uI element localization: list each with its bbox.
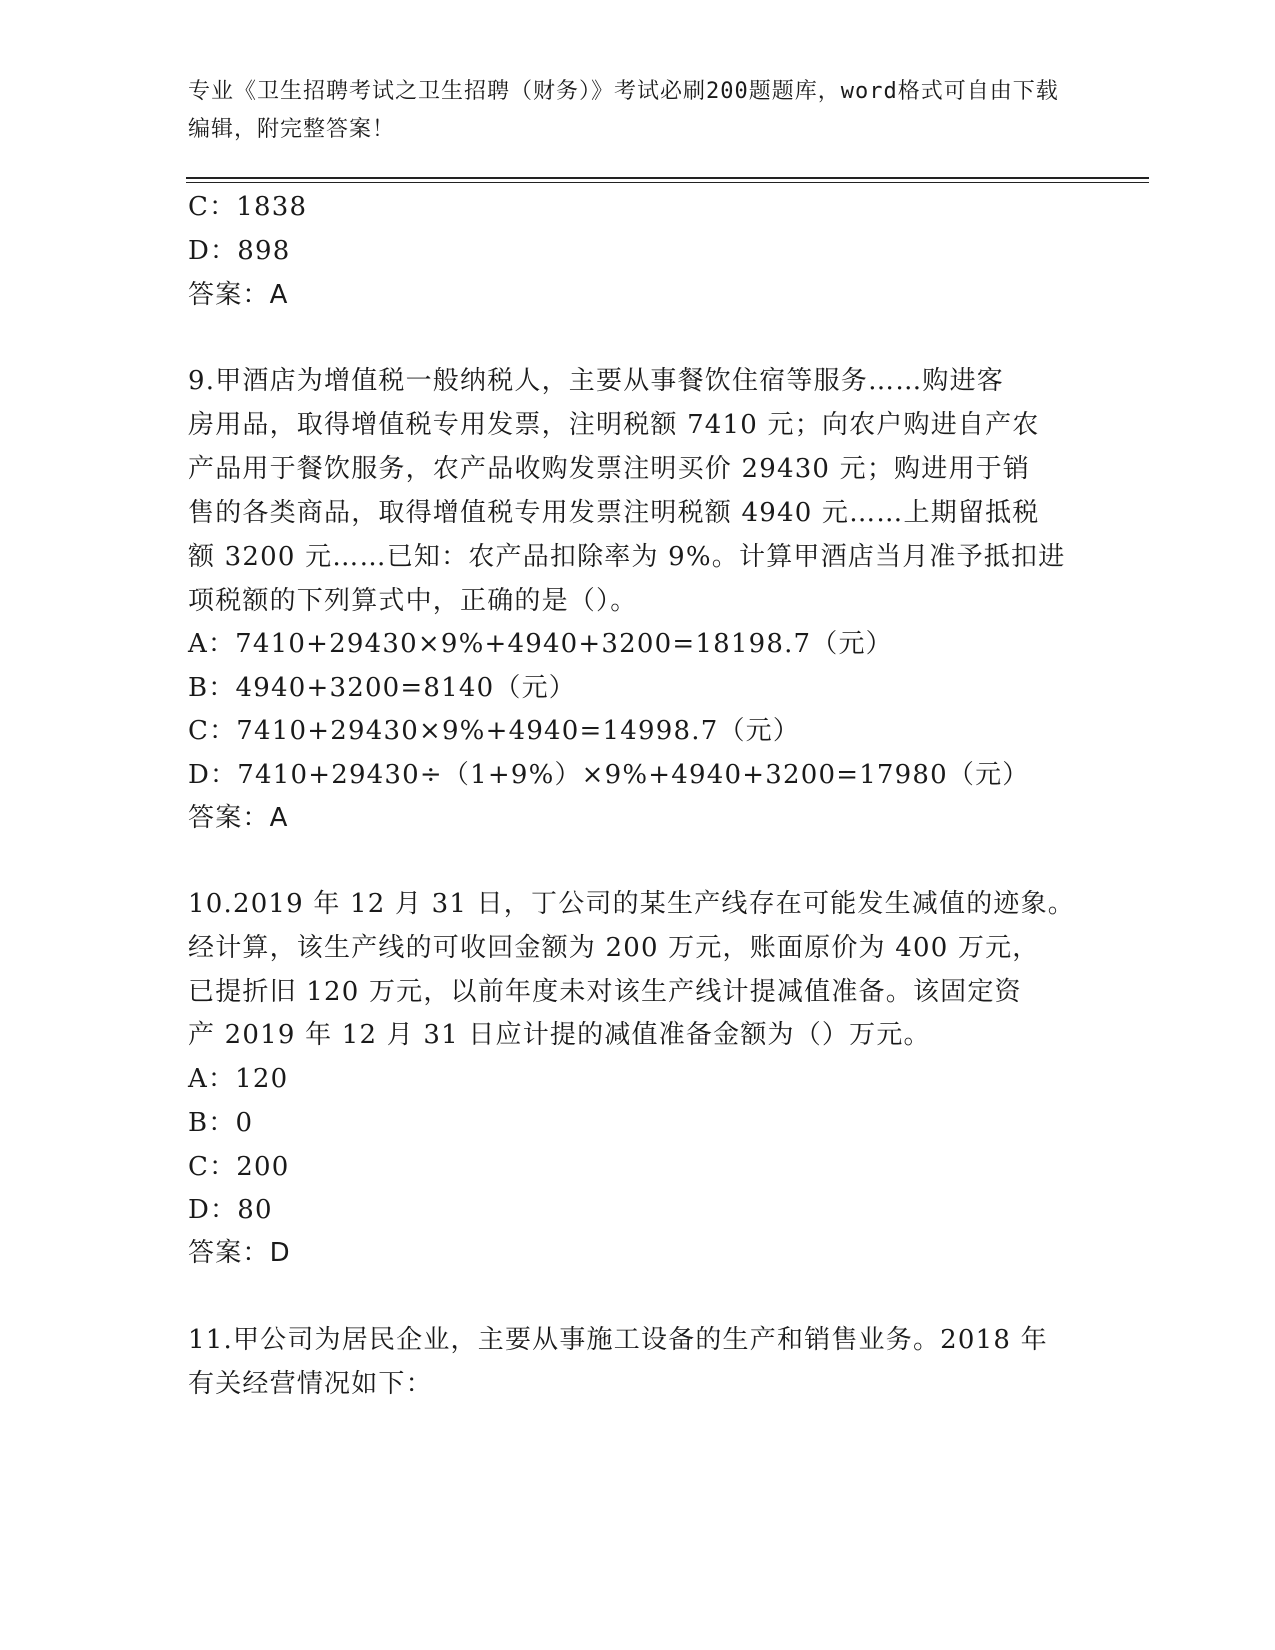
question-9-option-c: C：7410+29430×9%+4940=14998.7（元）	[188, 716, 801, 746]
question-9-line: 额 3200 元……已知：农产品扣除率为 9%。计算甲酒店当月准予抵扣进	[188, 542, 1066, 572]
question-11-line: 有关经营情况如下：	[188, 1369, 433, 1399]
header-divider-thin	[186, 182, 1149, 183]
question-9-line: 产品用于餐饮服务，农产品收购发票注明买价 29430 元；购进用于销	[188, 454, 1031, 484]
question-10-option-d: D：80	[188, 1195, 273, 1225]
question-10-answer: 答案：D	[188, 1238, 291, 1268]
question-10-line: 经计算，该生产线的可收回金额为 200 万元，账面原价为 400 万元，	[188, 933, 1040, 963]
question-11-line: 11.甲公司为居民企业，主要从事施工设备的生产和销售业务。2018 年	[188, 1325, 1048, 1355]
header-divider	[186, 177, 1149, 179]
document-header	[188, 73, 1068, 149]
question-10-option-b: B：0	[188, 1108, 254, 1138]
question-9-line: 售的各类商品，取得增值税专用发票注明税额 4940 元……上期留抵税	[188, 498, 1040, 528]
question-9-option-d: D：7410+29430÷（1+9%）×9%+4940+3200=17980（元）	[188, 760, 1030, 790]
option-d: D：898	[188, 236, 291, 266]
question-10-line: 产 2019 年 12 月 31 日应计提的减值准备金额为（）万元。	[188, 1020, 931, 1050]
answer: 答案：A	[188, 280, 289, 310]
question-10-option-c: C：200	[188, 1152, 290, 1182]
question-9-line: 项税额的下列算式中，正确的是（）。	[188, 586, 638, 616]
question-9-option-a: A：7410+29430×9%+4940+3200=18198.7（元）	[188, 629, 893, 659]
question-9-line: 9.甲酒店为增值税一般纳税人，主要从事餐饮住宿等服务……购进客	[188, 366, 1005, 396]
document-title: 专业《卫生招聘考试之卫生招聘（财务）》考试必刷200题题库，word格式可自由下载编辑，附完整答案！	[188, 79, 1059, 142]
question-9-option-b: B：4940+3200=8140（元）	[188, 673, 576, 703]
question-10-line: 已提折旧 120 万元，以前年度未对该生产线计提减值准备。该固定资	[188, 977, 1022, 1007]
question-9-line: 房用品，取得增值税专用发票，注明税额 7410 元；向农户购进自产农	[188, 410, 1040, 440]
question-9-answer: 答案：A	[188, 803, 289, 833]
question-10-option-a: A：120	[188, 1064, 289, 1094]
question-10-line: 10.2019 年 12 月 31 日，丁公司的某生产线存在可能发生减值的迹象。	[188, 889, 1076, 919]
option-c: C：1838	[188, 192, 308, 222]
